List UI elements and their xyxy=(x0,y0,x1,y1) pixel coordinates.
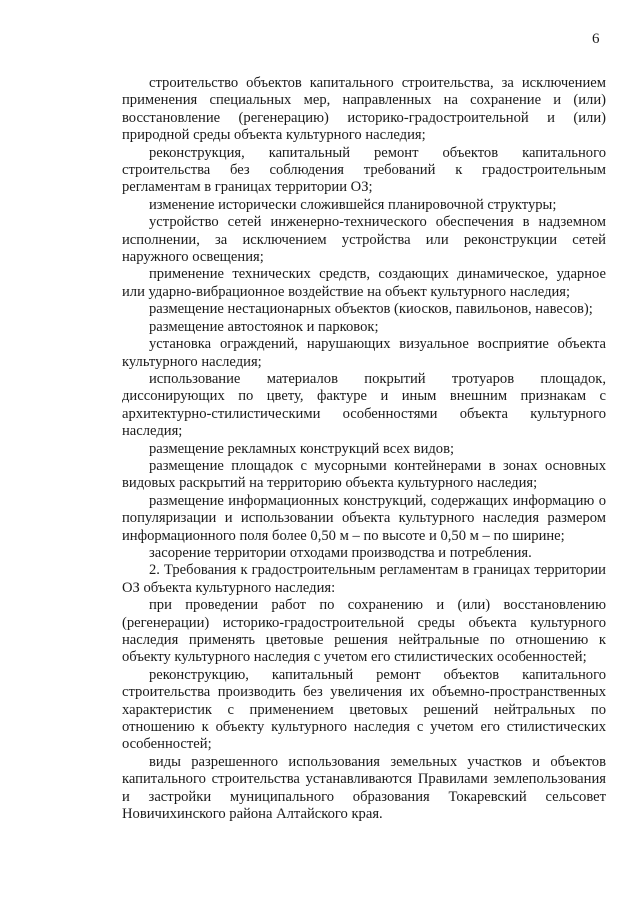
paragraph-16: реконструкцию, капитальный ремонт объектов капитального строительства производить без увеличения их объемно-пространственных характеристик с применением цветовых решений нейтральных по отношению к объекту культурного наследия с учетом его стилистических особенностей; xyxy=(122,666,606,753)
paragraph-2: реконструкция, капитальный ремонт объектов капитального строительства без соблюдения требований к градостроительным регламентам в границах территории ОЗ; xyxy=(122,144,606,196)
paragraph-10: размещение рекламных конструкций всех видов; xyxy=(149,440,455,457)
page-number: 6 xyxy=(592,31,600,47)
paragraph-3: изменение исторически сложившейся планировочной структуры; xyxy=(149,196,557,213)
paragraph-7: размещение автостоянок и парковок; xyxy=(149,318,379,335)
paragraph-11: размещение площадок с мусорными контейнерами в зонах основных видовых раскрытий на территорию объекта культурного наследия; xyxy=(122,457,606,492)
paragraph-17: виды разрешенного использования земельных участков и объектов капитального строительства устанавливаются Правилами землепользования и застройки муниципального образования Токаревский сельсовет Новичихинского района Алтайского края. xyxy=(122,753,606,823)
paragraph-8: установка ограждений, нарушающих визуальное восприятие объекта культурного наследия; xyxy=(122,336,606,370)
paragraph-5: применение технических средств, создающих динамическое, ударное или ударно-вибрационное воздействие на объект культурного наследия; xyxy=(122,266,606,300)
paragraph-15: при проведении работ по сохранению и (или) восстановлению (регенерации) историко-градостроительной среды объекта культурного наследия применять цветовые решения нейтральные по отношению к объекту культурного наследия с учетом его стилистических особенностей; xyxy=(122,597,606,666)
paragraph-1: строительство объектов капитального строительства, за исключением применения специальных мер, направленных на сохранение и (или) восстановление (регенерацию) историко-градостроительной и (или) природной среды объекта культурного наследия; xyxy=(122,75,606,144)
paragraph-12: размещение информационных конструкций, содержащих информацию о популяризации и использовании объекта культурного наследия размером информационного поля более 0,50 м – по высоте и 0,50 м – по ширине; xyxy=(122,492,606,544)
section-2-heading-paragraph: 2. Требования к градостроительным регламентам в границах территории ОЗ объекта культурного наследия: xyxy=(122,562,606,596)
paragraph-6: размещение нестационарных объектов (киосков, павильонов, навесов); xyxy=(149,301,593,318)
paragraph-13: засорение территории отходами производства и потребления. xyxy=(149,544,532,561)
paragraph-9: использование материалов покрытий тротуаров площадок, диссонирующих по цвету, фактуре и иным внешним признакам с архитектурно-стилистическими особенностями объекта культурного наследия; xyxy=(122,370,606,440)
document-body xyxy=(122,75,606,823)
paragraph-4: устройство сетей инженерно-технического обеспечения в надземном исполнении, за исключением устройства или реконструкции сетей наружного освещения; xyxy=(122,214,606,266)
